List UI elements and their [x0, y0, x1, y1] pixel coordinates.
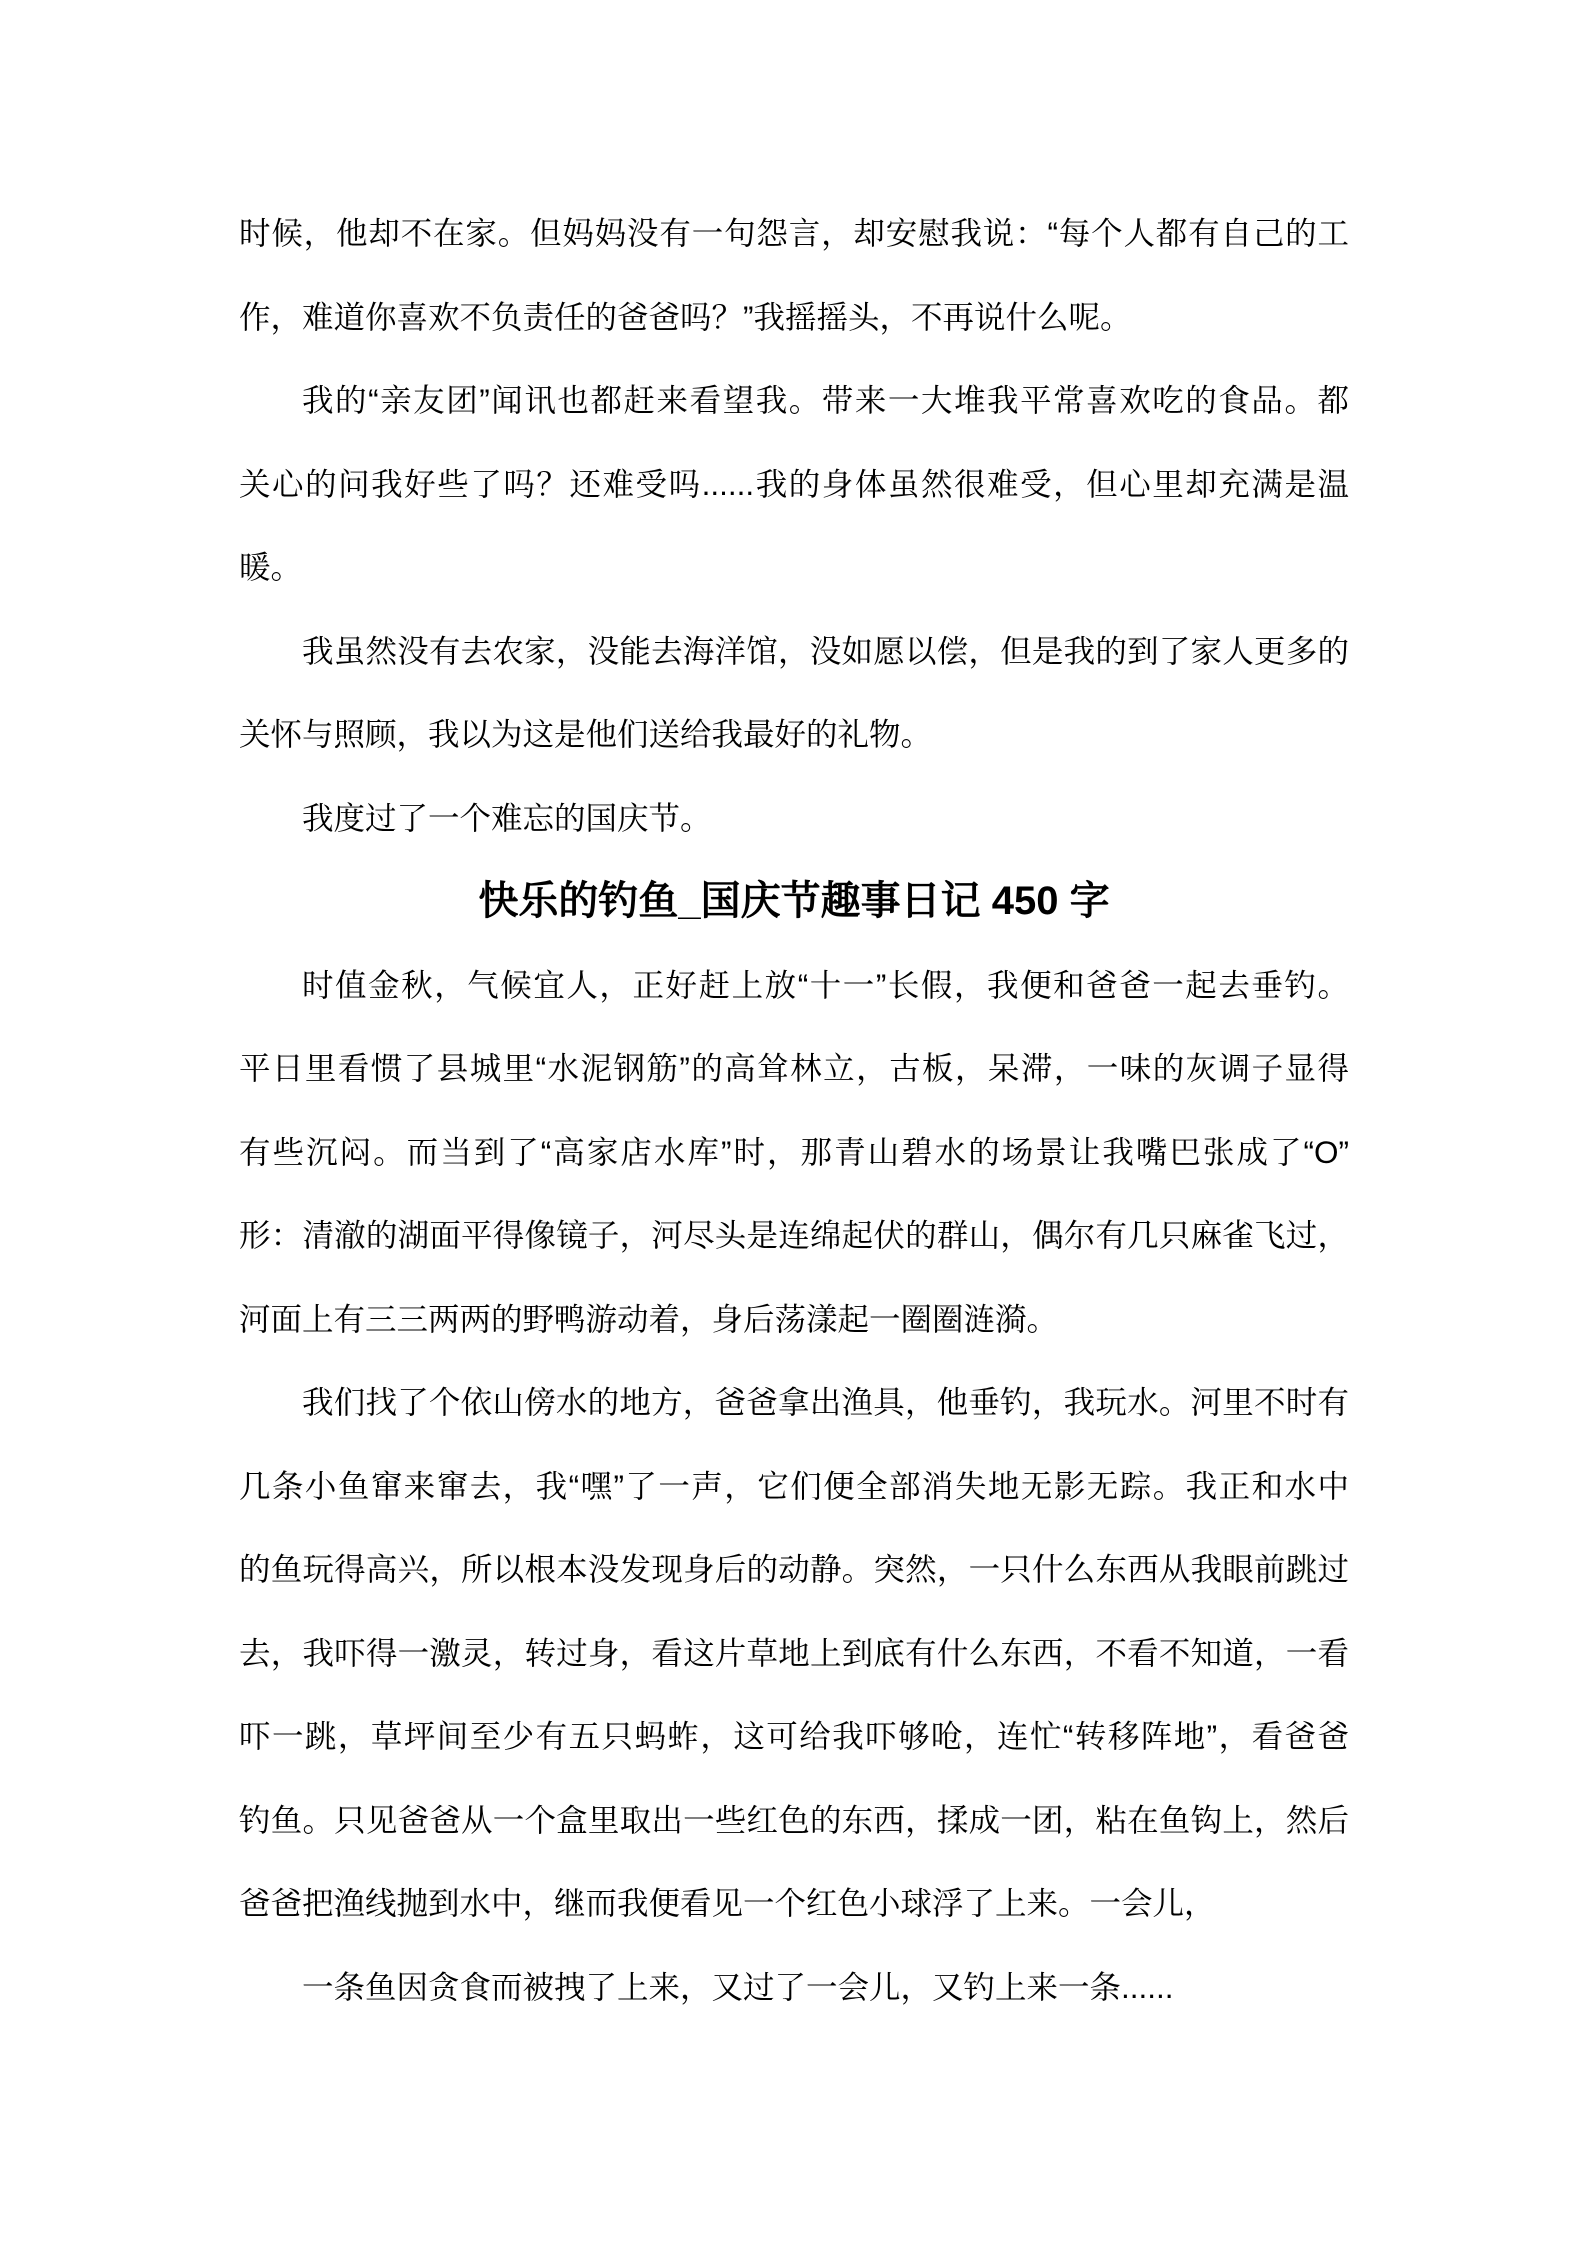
text-line: 我度过了一个难忘的国庆节。: [302, 799, 712, 836]
text-line: 时值金秋，气候宜人，正好赶上放“十一”长假，我便和爸爸一起去垂钓。: [302, 966, 1349, 1003]
text-line: 钓鱼。只见爸爸从一个盒里取出一些红色的东西，揉成一团，粘在鱼钩上，然后: [239, 1801, 1349, 1838]
text-line: 我虽然没有去农家，没能去海洋馆，没如愿以偿，但是我的到了家人更多的: [302, 632, 1349, 669]
text-line: 暖。: [239, 549, 303, 585]
text-line: 我们找了个依山傍水的地方，爸爸拿出渔具，他垂钓，我玩水。河里不时有: [302, 1384, 1349, 1420]
text-line: 时候，他却不在家。但妈妈没有一句怨言，却安慰我说：“每个人都有自己的工: [239, 215, 1349, 251]
text-line: 我的“亲友团”闻讯也都赶来看望我。带来一大堆我平常喜欢吃的食品。都: [302, 382, 1349, 418]
text-line: 有些沉闷。而当到了“高家店水库”时，那青山碧水的场景让我嘴巴张成了“O”: [239, 1133, 1349, 1170]
text-line: 一条鱼因贪食而被拽了上来，又过了一会儿，又钓上来一条......: [302, 1968, 1174, 2005]
text-line: 爸爸把渔线抛到水中，继而我便看见一个红色小球浮了上来。一会儿，: [239, 1885, 1216, 1921]
text-line: 吓一跳，草坪间至少有五只蚂蚱，这可给我吓够呛，连忙“转移阵地”，看爸爸: [239, 1718, 1349, 1754]
text-line: 平日里看惯了县城里“水泥钢筋”的高耸林立，古板，呆滞，一味的灰调子显得: [239, 1050, 1349, 1086]
text-line: 河面上有三三两两的野鸭游动着，身后荡漾起一圈圈涟漪。: [239, 1300, 1059, 1337]
text-line: 作，难道你喜欢不负责任的爸爸吗？”我摇摇头，不再说什么呢。: [239, 298, 1132, 335]
section-heading: 快乐的钓鱼_国庆节趣事日记 450 字: [478, 879, 1110, 923]
text-line: 关怀与照顾，我以为这是他们送给我最好的礼物。: [239, 716, 933, 752]
text-line: 关心的问我好些了吗？还难受吗......我的身体虽然很难受，但心里却充满是温: [239, 465, 1349, 502]
text-line: 形：清澈的湖面平得像镜子，河尽头是连绵起伏的群山，偶尔有几只麻雀飞过，: [239, 1217, 1349, 1253]
text-line: 的鱼玩得高兴，所以根本没发现身后的动静。突然，一只什么东西从我眼前跳过: [239, 1551, 1349, 1587]
text-flow: [239, 192, 1349, 2029]
text-line: 几条小鱼窜来窜去，我“嘿”了一声，它们便全部消失地无影无踪。我正和水中: [239, 1467, 1349, 1504]
text-line: 去，我吓得一激灵，转过身，看这片草地上到底有什么东西，不看不知道，一看: [239, 1634, 1349, 1671]
